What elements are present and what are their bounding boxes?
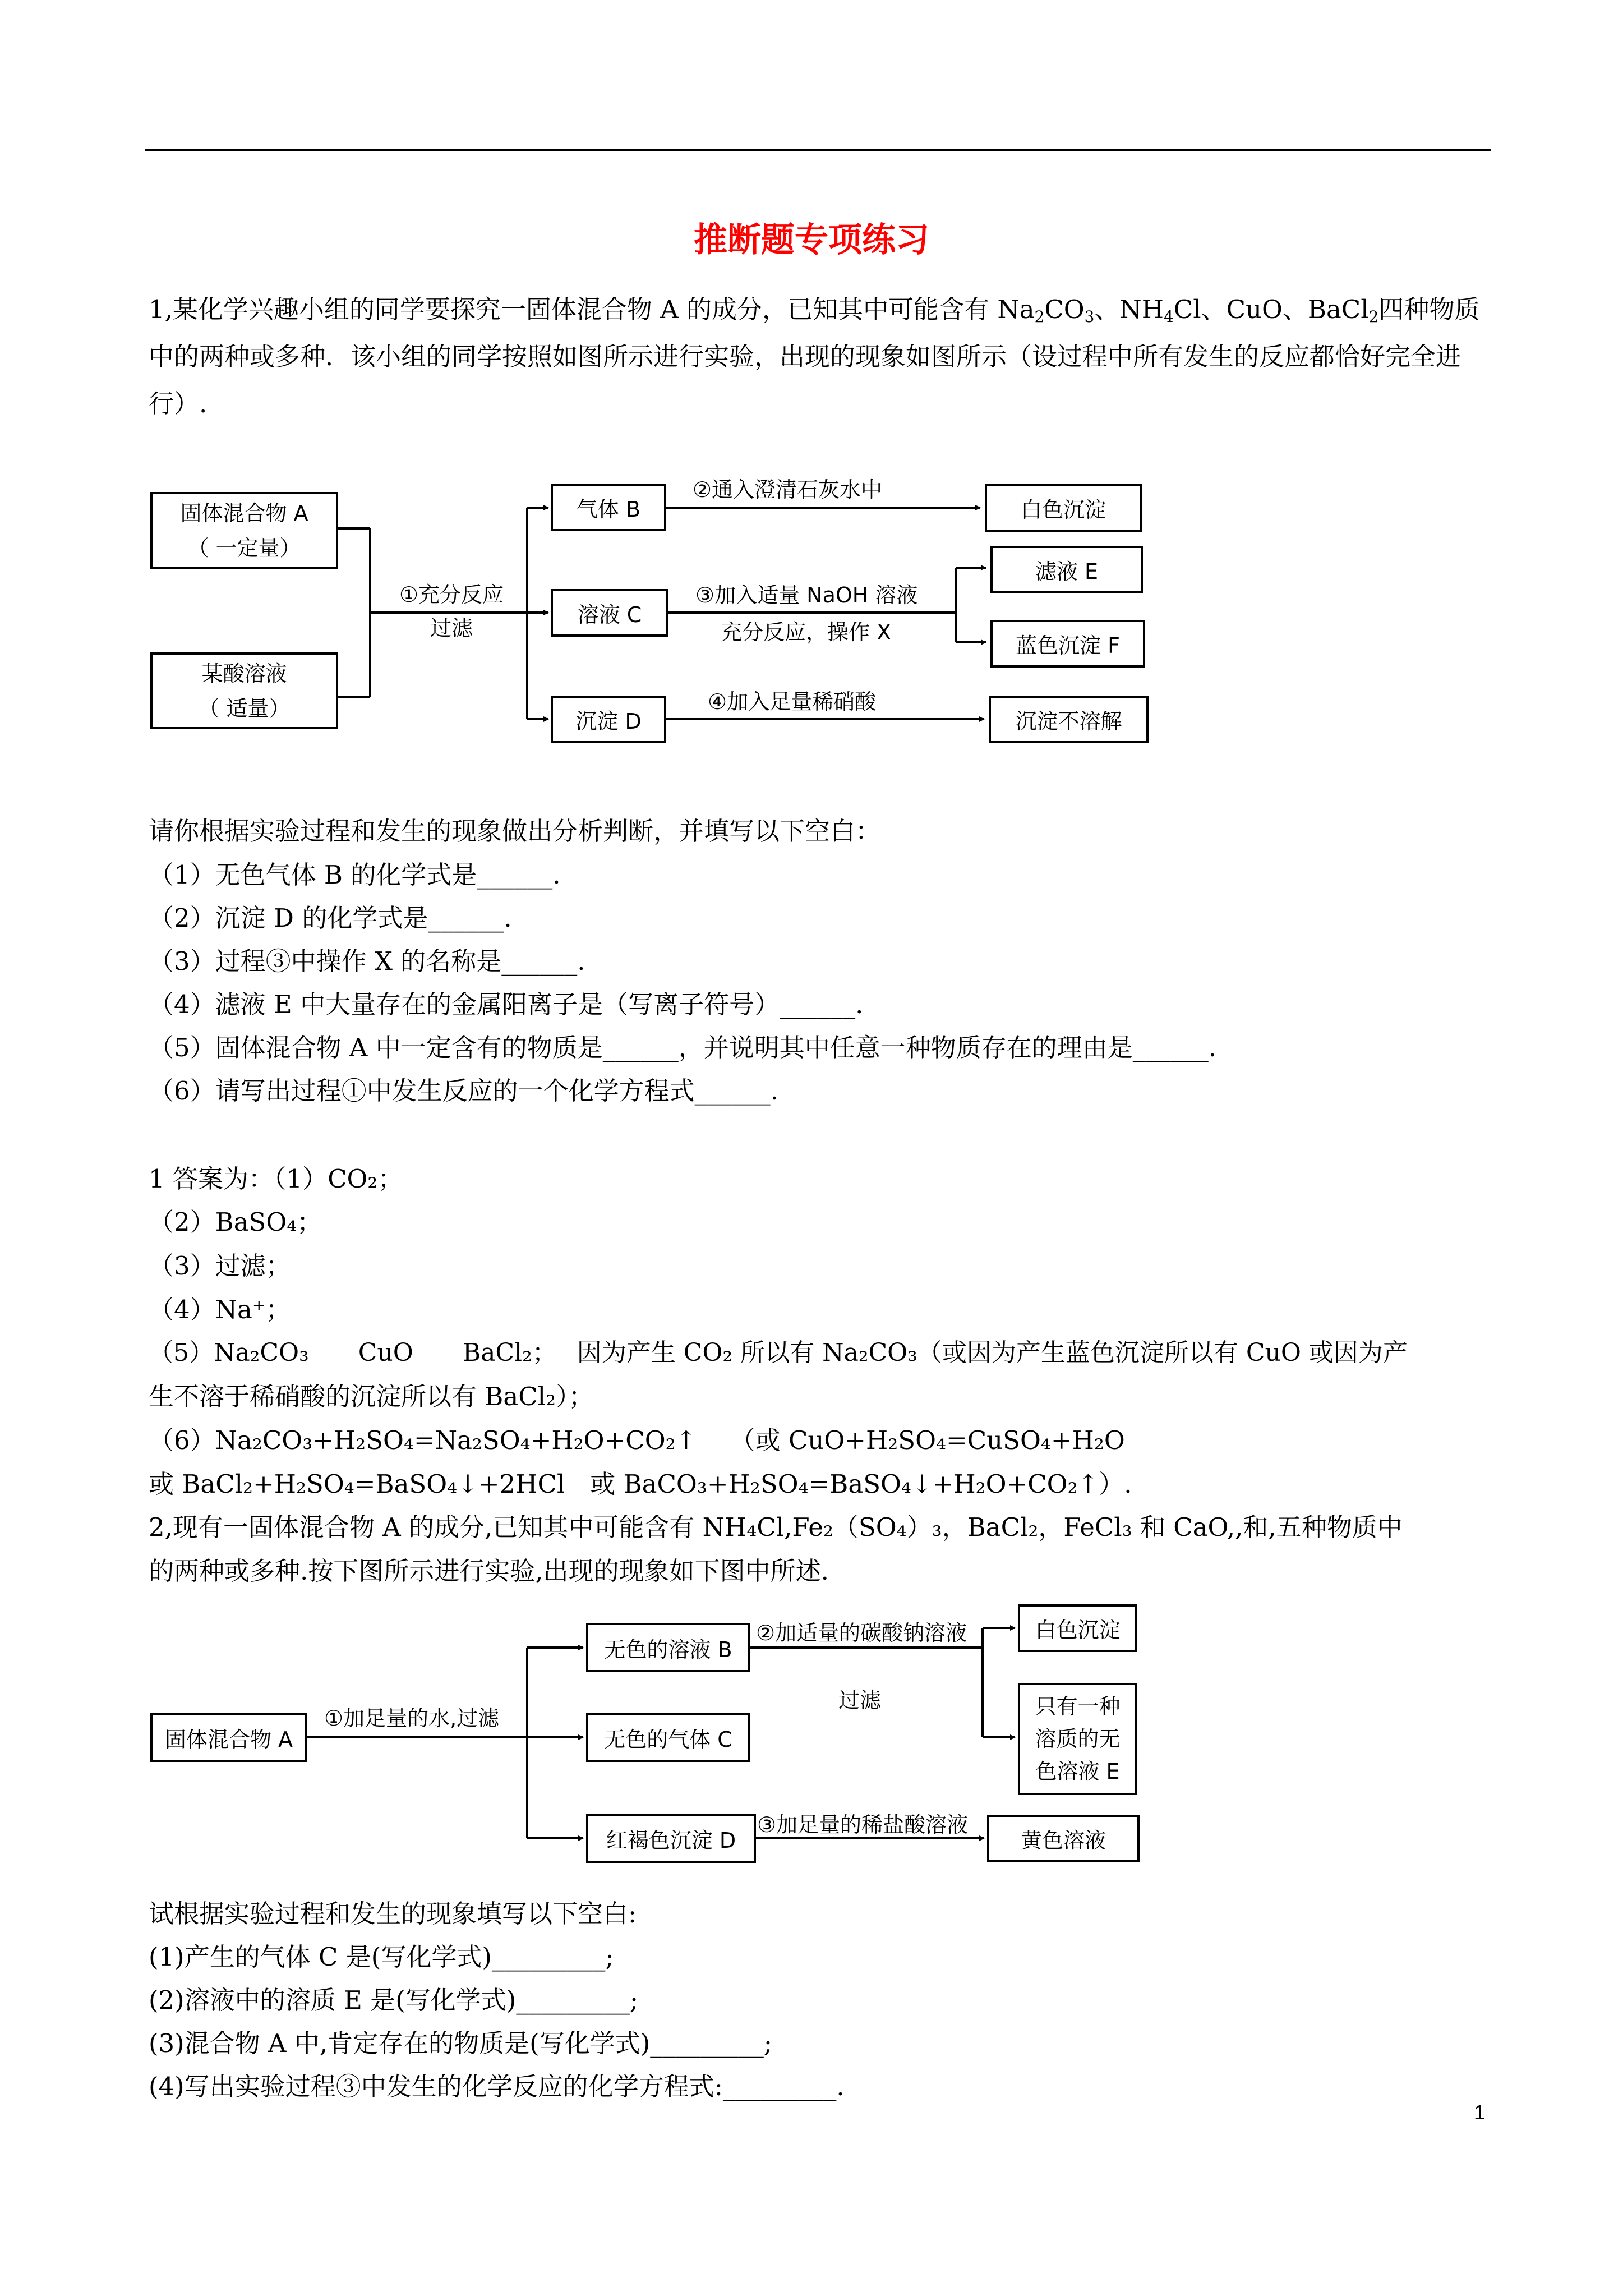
q1-intro-sub: 4 — [1164, 307, 1174, 326]
q1-answer-1: 1 答案为：（1）CO₂； — [149, 1164, 403, 1194]
q2-box-precipitate-d: 红褐色沉淀 D — [586, 1814, 756, 1863]
q1-intro-sub: 2 — [1034, 307, 1045, 326]
q1-box-gas-b: 气体 B — [551, 484, 666, 531]
q2-solution-e-line2: 溶质的无 — [1035, 1727, 1121, 1751]
q2-question-2: (2)溶液中的溶质 E 是(写化学式)_________; — [149, 1985, 638, 2015]
q1-question-4: （4）滤液 E 中大量存在的金属阳离子是（写离子符号）______. — [149, 990, 864, 1019]
q1-box-a-sublabel: （ 一定量） — [187, 535, 301, 560]
q1-answer-6-line1: （6）Na₂CO₃+H₂SO₄=Na₂SO₄+H₂O+CO₂↑ （或 CuO+H₂SO₄=CuSO₄+H₂O — [149, 1425, 1125, 1455]
q2-intro-line2: 的两种或多种.按下图所示进行实验,出现的现象如下图中所述. — [149, 1556, 829, 1586]
q2-question-4: (4)写出实验过程③中发生的化学反应的化学方程式:_________. — [149, 2072, 845, 2101]
q1-prompt: 请你根据实验过程和发生的现象做出分析判断，并填写以下空白： — [149, 816, 881, 846]
q1-question-5: （5）固体混合物 A 中一定含有的物质是______，并说明其中任意一种物质存在的理由是______. — [149, 1033, 1217, 1062]
q1-step4-label: ④加入足量稀硝酸 — [708, 689, 877, 714]
q1-box-blue-precipitate-f: 蓝色沉淀 F — [990, 620, 1145, 668]
q1-box-white-precipitate: 白色沉淀 — [985, 484, 1142, 532]
q1-intro-text-a: 1,某化学兴趣小组的同学要探究一固体混合物 A 的成分，已知其中可能含有 — [149, 295, 998, 324]
page-number: 1 — [1474, 2101, 1486, 2124]
q1-intro-na: Na — [997, 295, 1035, 324]
q1-intro-text-b: 种物质中的两种或多种．该小组的同学按照如图所示进行实验，出现的现象如图所示（设过程中所有发生的反应都恰好完全进行）. — [149, 295, 1480, 418]
q1-box-precipitate-d: 沉淀 D — [551, 696, 666, 743]
q2-box-solution-e — [1018, 1683, 1137, 1795]
q1-step3-line2: 充分反应，操作 X — [721, 620, 892, 645]
q1-box-precipitate-insoluble: 沉淀不溶解 — [989, 696, 1149, 743]
q1-answer-5-line2: 生不溶于稀硝酸的沉淀所以有 BaCl₂）； — [149, 1382, 594, 1411]
q2-step3-label: ③加足量的稀盐酸溶液 — [757, 1812, 969, 1837]
q1-box-solution-c: 溶液 C — [551, 589, 668, 637]
q1-step1-line1: ①充分反应 — [399, 582, 504, 607]
q1-box-a-label: 固体混合物 A — [180, 500, 308, 526]
q1-box-filtrate-e: 滤液 E — [990, 546, 1143, 593]
q2-step2-label: ②加适量的碳酸钠溶液 — [756, 1621, 967, 1645]
q1-intro-sub: 2 — [1368, 307, 1379, 326]
q2-step1-label: ①加足量的水,过滤 — [324, 1706, 500, 1731]
q1-question-3: （3）过程③中操作 X 的名称是______. — [149, 946, 585, 976]
q1-question-6: （6）请写出过程①中发生反应的一个化学方程式______. — [149, 1076, 778, 1106]
q1-question-1: （1）无色气体 B 的化学式是______. — [149, 860, 561, 890]
q2-box-yellow-solution: 黄色溶液 — [987, 1815, 1140, 1862]
q1-answer-5-line1: （5）Na₂CO₃ CuO BaCl₂； 因为产生 CO₂ 所以有 Na₂CO₃（或因为产生蓝色沉淀所以有 CuO 或因为产 — [149, 1338, 1408, 1367]
q2-box-solid-mixture-a: 固体混合物 A — [150, 1713, 307, 1762]
q2-intro-line1: 2,现有一固体混合物 A 的成分,已知其中可能含有 NH₄Cl,Fe₂（SO₄）₃，BaCl₂，FeCl₃ 和 CaO,,和,五种物质中 — [149, 1512, 1403, 1542]
q1-box-acid-sublabel: （ 适量） — [198, 696, 291, 721]
q1-intro-co: CO — [1044, 295, 1085, 324]
q1-step3-line1: ③加入适量 NaOH 溶液 — [695, 583, 918, 608]
q1-answer-6-line2: 或 BaCl₂+H₂SO₄=BaSO₄↓+2HCl 或 BaCO₃+H₂SO₄=BaSO₄↓+H₂O+CO₂↑）. — [149, 1469, 1132, 1499]
q2-box-solution-b: 无色的溶液 B — [586, 1623, 750, 1672]
q2-question-1: (1)产生的气体 C 是(写化学式)_________; — [149, 1942, 614, 1972]
q1-box-acid-label: 某酸溶液 — [201, 661, 287, 686]
q2-prompt: 试根据实验过程和发生的现象填写以下空白: — [149, 1899, 637, 1929]
q1-answer-4: （4）Na⁺； — [149, 1295, 291, 1324]
q2-box-white-precipitate: 白色沉淀 — [1018, 1604, 1137, 1652]
q1-step2-label: ②通入澄清石灰水中 — [693, 477, 883, 502]
q2-solution-e-line1: 只有一种 — [1035, 1694, 1121, 1719]
q1-question-2: （2）沉淀 D 的化学式是______. — [149, 903, 512, 933]
q2-solution-e-line3: 色溶液 E — [1035, 1759, 1120, 1784]
q1-step1-line2: 过滤 — [430, 616, 473, 641]
q1-intro-four: 四 — [1378, 295, 1404, 324]
page-title: 推断题专项练习 — [694, 220, 929, 260]
q1-intro-nh: 、NH — [1094, 295, 1164, 324]
q1-intro-sub: 3 — [1084, 307, 1095, 326]
q1-intro-cl: Cl、CuO、BaCl — [1173, 295, 1369, 324]
q2-box-gas-c: 无色的气体 C — [586, 1713, 750, 1762]
q2-filter-label: 过滤 — [838, 1688, 882, 1713]
q1-answer-2: （2）BaSO₄； — [149, 1207, 322, 1237]
q1-answer-3: （3）过滤； — [149, 1251, 291, 1281]
q2-question-3: (3)混合物 A 中,肯定存在的物质是(写化学式)_________; — [149, 2028, 772, 2058]
